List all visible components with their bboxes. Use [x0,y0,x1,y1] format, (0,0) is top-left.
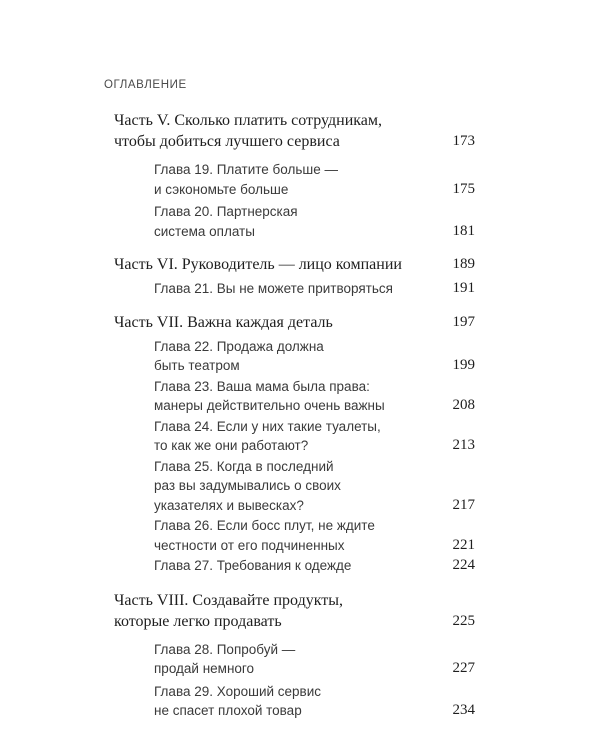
chapter-title-line: Глава 26. Если босс плут, не ждите [154,518,375,533]
toc-part [114,590,475,632]
page-number: 213 [452,437,475,453]
toc-chapter [154,160,475,199]
chapter-title-line: честности от его подчиненных [154,537,345,553]
page-number: 234 [452,702,475,718]
toc-header: ОГЛАВЛЕНИЕ [104,79,187,91]
chapter-title-line: Глава 23. Ваша мама была права: [154,378,370,394]
part-title-line: чтобы добиться лучшего сервиса [114,133,340,150]
chapter-title-line: раз вы задумывались о своих [154,478,341,493]
page-number: 227 [452,660,475,676]
chapter-title-line: то как же они работают? [154,438,309,453]
chapter-title-line: Глава 24. Если у них такие туалеты, [154,418,381,434]
chapter-title-line: Глава 22. Продажа должна [154,338,324,354]
table-of-contents [114,110,475,721]
chapter-title-line: Глава 19. Платите больше — [154,162,338,177]
part-title-line: которые легко продавать [114,612,282,630]
page-number: 197 [452,313,475,330]
page-number: 224 [452,557,475,573]
toc-part [114,312,475,333]
chapter-title-line: система оплаты [154,223,255,239]
page-number: 189 [452,256,475,272]
page-number: 181 [452,222,475,239]
page-number: 225 [452,612,475,629]
chapter-title-line: не спасет плохой товар [154,703,302,718]
chapter-title-line: продай немного [154,661,255,676]
toc-chapter [154,377,475,416]
toc-chapter [154,556,475,576]
page-number: 199 [452,357,475,373]
chapter-title-line: манеры действительно очень важны [154,398,385,413]
chapter-title-line: Глава 20. Партнерская [154,204,298,219]
chapter-title-line: и сэкономьте больше [154,181,289,197]
part-title-line: Часть VII. Важна каждая деталь [114,313,333,331]
toc-chapter [154,640,475,679]
page-number: 217 [452,496,475,513]
toc-chapter [154,202,475,241]
page-number: 191 [452,280,475,296]
toc-chapter [154,516,475,555]
chapter-title-line: Глава 25. Когда в последний [154,458,334,474]
chapter-title-line: Глава 27. Требования к одежде [154,558,352,573]
part-title-line: Часть VIII. Создавайте продукты, [114,591,344,609]
page-number: 221 [452,536,475,553]
toc-chapter [154,337,475,376]
page-number: 175 [452,180,475,197]
page-number: 173 [452,133,475,149]
part-title-line: Часть VI. Руководитель — лицо компании [114,256,402,273]
toc-chapter [154,417,475,456]
toc-part [114,254,475,275]
toc-chapter [154,682,475,721]
toc-chapter [154,457,475,516]
chapter-title-line: Глава 28. Попробуй — [154,641,296,657]
part-title-line: Часть V. Сколько платить сотрудникам, [114,112,383,129]
chapter-title-line: Глава 29. Хороший сервис [154,683,322,699]
toc-part [114,110,475,152]
chapter-title-line: указателях и вывесках? [154,497,304,513]
chapter-title-line: быть театром [154,358,240,373]
page-number: 208 [452,397,475,413]
toc-chapter [154,279,475,299]
chapter-title-line: Глава 21. Вы не можете притворяться [154,281,393,296]
